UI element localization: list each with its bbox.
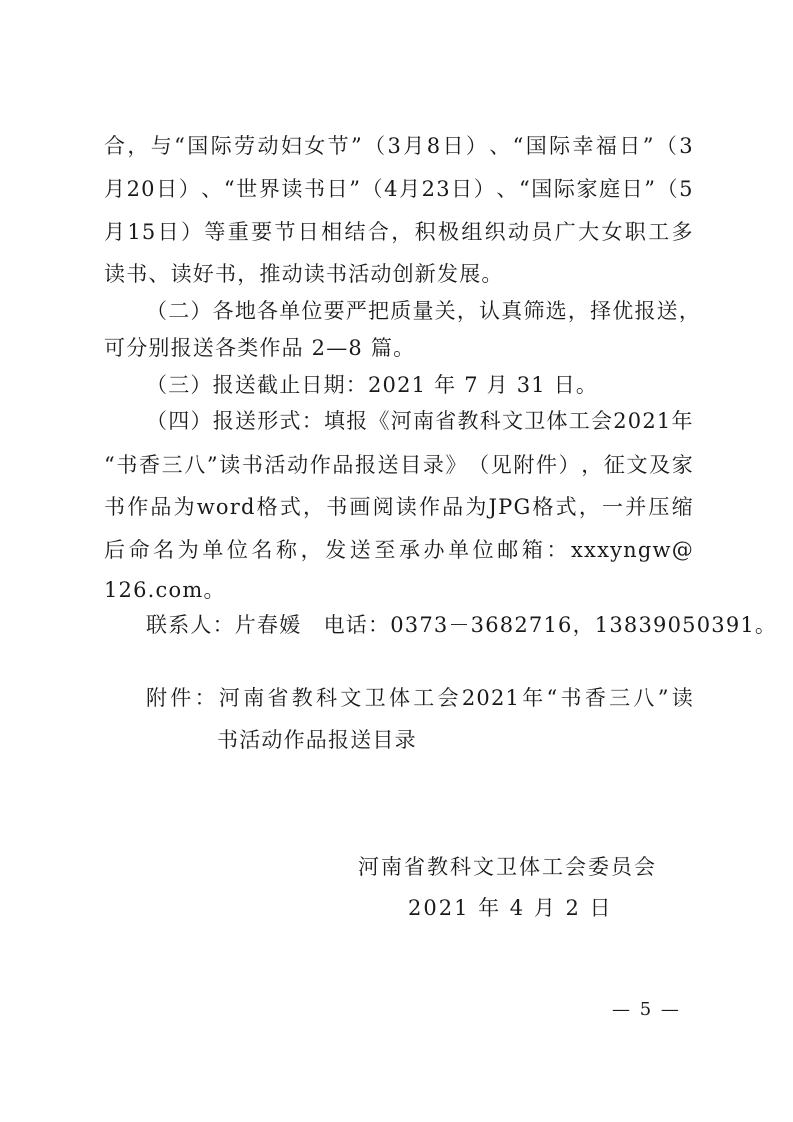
- signature-date: 2021 年 4 月 2 日: [408, 896, 613, 920]
- attachment-line-1: 附 件 ： 河 南 省 教 科 文 卫 体 工 会 2021 年 “ 书 香 三 八 ” 读: [146, 686, 694, 710]
- body-line-10: 书 作 品 为 word 格 式 ， 书 画 阅 读 作 品 为 JPG 格 式 ， 一 并 压 缩: [104, 495, 694, 519]
- body-line-9: “ 书 香 三 八 ” 读 书 活 动 作 品 报 送 目 录 》 （ 见 附 件 ） ， 征 文 及 家: [104, 453, 694, 477]
- page-number: — 5 —: [612, 999, 681, 1020]
- body-line-4: 读书、读好书，推动读书活动创新发展。: [104, 262, 504, 286]
- body-line-5: （ 二 ） 各 地 各 单 位 要 严 把 质 量 关 ， 认 真 筛 选 ， 择 优 报 送 ，: [146, 299, 702, 323]
- contact-line: 联系人：片春媛 电话：0373－3682716，13839050391。: [146, 613, 778, 637]
- attachment-line-2: 书活动作品报送目录: [217, 728, 417, 752]
- body-line-1: 合 ， 与 “ 国 际 劳 动 妇 女 节 ” （ 3 月 8 日 ） 、 “ 国 际 幸 福 日 ” （ 3: [104, 134, 694, 158]
- body-line-12: 126.com。: [104, 578, 226, 602]
- body-line-8: （ 四 ） 报 送 形 式 ： 填 报 《 河 南 省 教 科 文 卫 体 工 会 2021 年: [146, 409, 694, 433]
- body-line-11: 后 命 名 为 单 位 名 称 ， 发 送 至 承 办 单 位 邮 箱 ： xxxyngw@: [104, 538, 694, 562]
- body-line-2: 月 20 日 ） 、 “ 世 界 读 书 日 ” （ 4 月 23 日 ） 、 “ 国 际 家 庭 日 ” （ 5: [104, 177, 694, 201]
- signature-org: 河南省教科文卫体工会委员会: [358, 855, 657, 879]
- body-line-7: （三）报送截止日期：2021 年 7 月 31 日。: [146, 373, 599, 397]
- body-line-3: 月 15 日 ） 等 重 要 节 日 相 结 合 ， 积 极 组 织 动 员 广 大 女 职 工 多: [104, 220, 694, 244]
- body-line-6: 可分别报送各类作品 2—8 篇。: [104, 336, 416, 360]
